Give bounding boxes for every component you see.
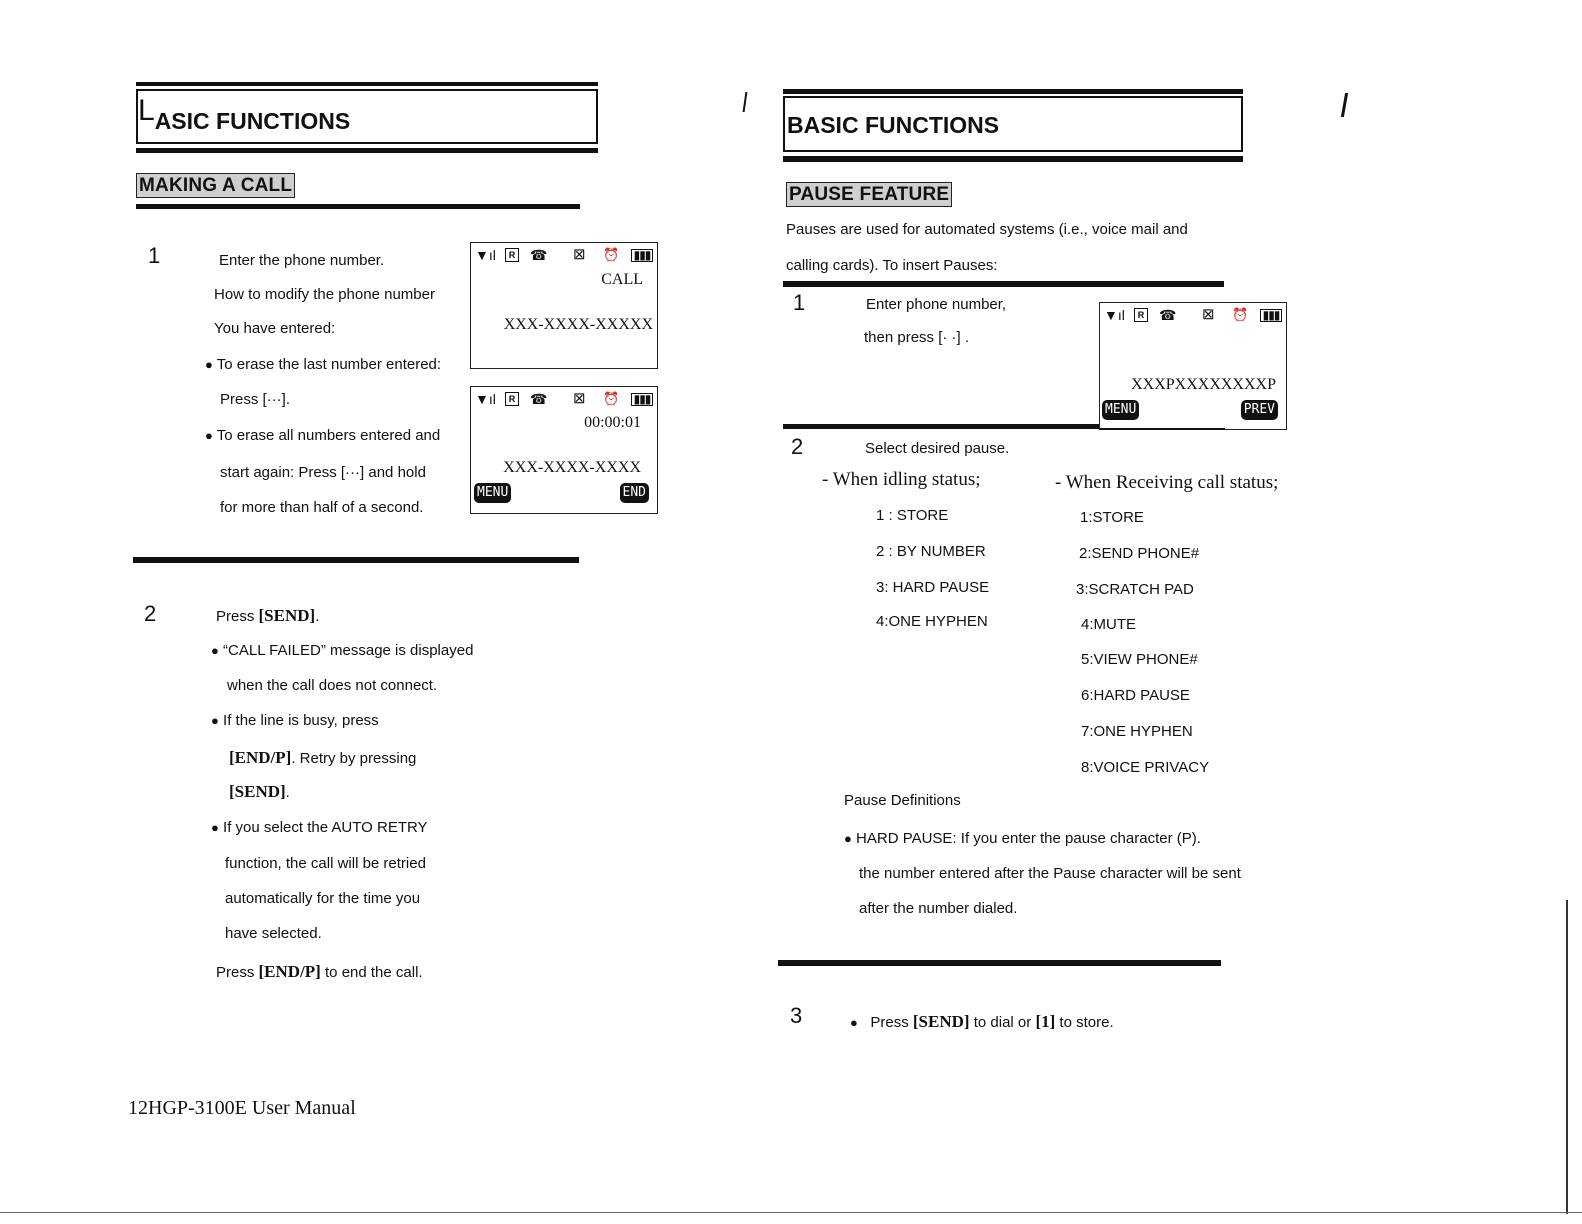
bullet-icon: ● — [211, 643, 219, 658]
screen-status: CALL — [601, 271, 643, 288]
step-text: Select desired pause. — [865, 440, 1010, 457]
menu-softkey[interactable]: MENU — [474, 483, 511, 503]
scan-edge — [1566, 900, 1568, 1214]
step-number: 2 — [791, 434, 804, 459]
idle-status-title: - When idling status; — [822, 469, 981, 490]
bullet-icon: ● — [205, 428, 213, 443]
bullet-item: ● If the line is busy, press — [211, 712, 379, 729]
roaming-icon: R — [1134, 308, 1148, 322]
step-divider — [133, 557, 579, 563]
header-bottom-rule — [136, 148, 598, 153]
status-icons — [1104, 306, 1282, 324]
battery-icon: ▮▮▮ — [1260, 309, 1282, 322]
section-rule — [136, 204, 580, 209]
menu-softkey[interactable]: MENU — [1102, 400, 1139, 420]
section-rule — [783, 281, 1224, 287]
bullet-continuation: after the number dialed. — [859, 900, 1018, 917]
status-icons — [475, 390, 653, 408]
menu-option: 4:MUTE — [1081, 616, 1137, 633]
step-divider — [778, 960, 1221, 966]
bullet-item: ● To erase all numbers entered and — [205, 427, 441, 444]
menu-option: 2 : BY NUMBER — [876, 543, 986, 560]
section-tag-pause-feature: PAUSE FEATURE — [786, 182, 952, 207]
prev-softkey[interactable]: PREV — [1241, 400, 1278, 420]
page-title: LASIC FUNCTIONS — [138, 94, 351, 134]
menu-option: 3:SCRATCH PAD — [1076, 581, 1194, 598]
envelope-icon: ⊠ — [573, 390, 586, 407]
menu-option: 1 : STORE — [876, 507, 949, 524]
bullet-continuation: function, the call will be retried — [225, 855, 426, 872]
menu-option: 5:VIEW PHONE# — [1081, 651, 1198, 668]
menu-option: 2:SEND PHONE# — [1079, 545, 1200, 562]
bullet-continuation: [SEND]. — [229, 782, 290, 801]
bullet-continuation: the number entered after the Pause character will be sent — [859, 865, 1241, 882]
bullet-continuation: [END/P]. Retry by pressing — [229, 748, 417, 767]
bullet-item: ● To erase the last number entered: — [205, 356, 442, 373]
phone-screen-connected — [470, 386, 658, 514]
envelope-icon: ⊠ — [573, 246, 586, 263]
signal-icon: ▼ıl — [475, 247, 496, 263]
menu-option: 3: HARD PAUSE — [876, 579, 990, 596]
phone-screen-call — [470, 242, 658, 369]
step-text: Enter the phone number. — [219, 252, 385, 269]
bullet-continuation: start again: Press [···] and hold — [220, 464, 426, 481]
receiving-status-title: - When Receiving call status; — [1055, 472, 1279, 493]
scan-mark — [743, 92, 748, 112]
phone-screen-pause — [1099, 302, 1287, 430]
step-text: then press [· ·] . — [864, 329, 970, 346]
page-footer: 12HGP-3100E User Manual — [128, 1097, 356, 1119]
phone-icon: ☎ — [1159, 307, 1177, 323]
section-tag-making-a-call: MAKING A CALL — [136, 173, 295, 198]
step-number: 3 — [790, 1003, 803, 1028]
step-text: Press [SEND]. — [216, 606, 320, 625]
step-text: Enter phone number, — [866, 296, 1007, 313]
bullet-continuation: Press [···]. — [220, 391, 290, 408]
intro-text: Pauses are used for automated systems (i.e., voice mail and — [786, 221, 1188, 238]
header-top-rule — [136, 82, 598, 86]
bullet-continuation: for more than half of a second. — [220, 499, 424, 516]
screen-number: XXX-XXXX-XXXXX — [503, 316, 653, 333]
bullet-continuation: have selected. — [225, 925, 322, 942]
step-number: 2 — [144, 601, 157, 626]
screen-number: XXXPXXXXXXXXP — [1131, 376, 1276, 393]
roaming-icon: R — [505, 392, 519, 406]
bullet-item: ● HARD PAUSE: If you enter the pause character (P). — [844, 830, 1201, 847]
bullet-continuation: when the call does not connect. — [227, 677, 438, 694]
bullet-continuation: automatically for the time you — [225, 890, 421, 907]
status-icons — [475, 246, 653, 264]
bullet-item: ● “CALL FAILED” message is displayed — [211, 642, 474, 659]
step-number: 1 — [148, 243, 161, 268]
scan-mark — [1341, 93, 1348, 117]
menu-option: 1:STORE — [1080, 509, 1144, 526]
page-title: BASIC FUNCTIONS — [787, 112, 1000, 138]
signal-icon: ▼ıl — [475, 391, 496, 407]
bullet-item: ● If you select the AUTO RETRY — [211, 819, 428, 836]
bullet-icon: ● — [844, 831, 852, 846]
alarm-icon: ⏰ — [1232, 307, 1249, 322]
step-text: ● Press [SEND] to dial or [1] to store. — [850, 1012, 1114, 1031]
phone-icon: ☎ — [530, 391, 548, 407]
header-bottom-rule — [783, 156, 1243, 162]
bullet-icon: ● — [211, 820, 219, 835]
menu-option: 4:ONE HYPHEN — [876, 613, 988, 630]
screen-number: XXX-XXXX-XXXX — [503, 459, 641, 476]
battery-icon: ▮▮▮ — [631, 249, 653, 262]
signal-icon: ▼ıl — [1104, 307, 1125, 323]
step-text: How to modify the phone number — [214, 286, 435, 303]
step-text: Press [END/P] to end the call. — [216, 962, 423, 981]
title-initial: L — [138, 94, 155, 127]
bullet-icon: ● — [850, 1015, 858, 1030]
definitions-title: Pause Definitions — [844, 792, 961, 809]
alarm-icon: ⏰ — [603, 247, 620, 262]
step-divider — [1099, 428, 1225, 430]
roaming-icon: R — [505, 248, 519, 262]
phone-icon: ☎ — [530, 247, 548, 263]
intro-text: calling cards). To insert Pauses: — [786, 257, 998, 274]
header-top-rule — [783, 89, 1243, 94]
battery-icon: ▮▮▮ — [631, 393, 653, 406]
scan-edge — [0, 1212, 1582, 1213]
call-timer: 00:00:01 — [584, 414, 641, 431]
end-softkey[interactable]: END — [620, 483, 649, 503]
bullet-icon: ● — [211, 713, 219, 728]
menu-option: 7:ONE HYPHEN — [1081, 723, 1193, 740]
alarm-icon: ⏰ — [603, 391, 620, 406]
menu-option: 8:VOICE PRIVACY — [1081, 759, 1210, 776]
envelope-icon: ⊠ — [1202, 306, 1215, 323]
menu-option: 6:HARD PAUSE — [1081, 687, 1190, 704]
step-text: You have entered: — [214, 320, 336, 337]
step-divider — [783, 424, 1099, 429]
bullet-icon: ● — [205, 357, 213, 372]
step-number: 1 — [793, 290, 806, 315]
